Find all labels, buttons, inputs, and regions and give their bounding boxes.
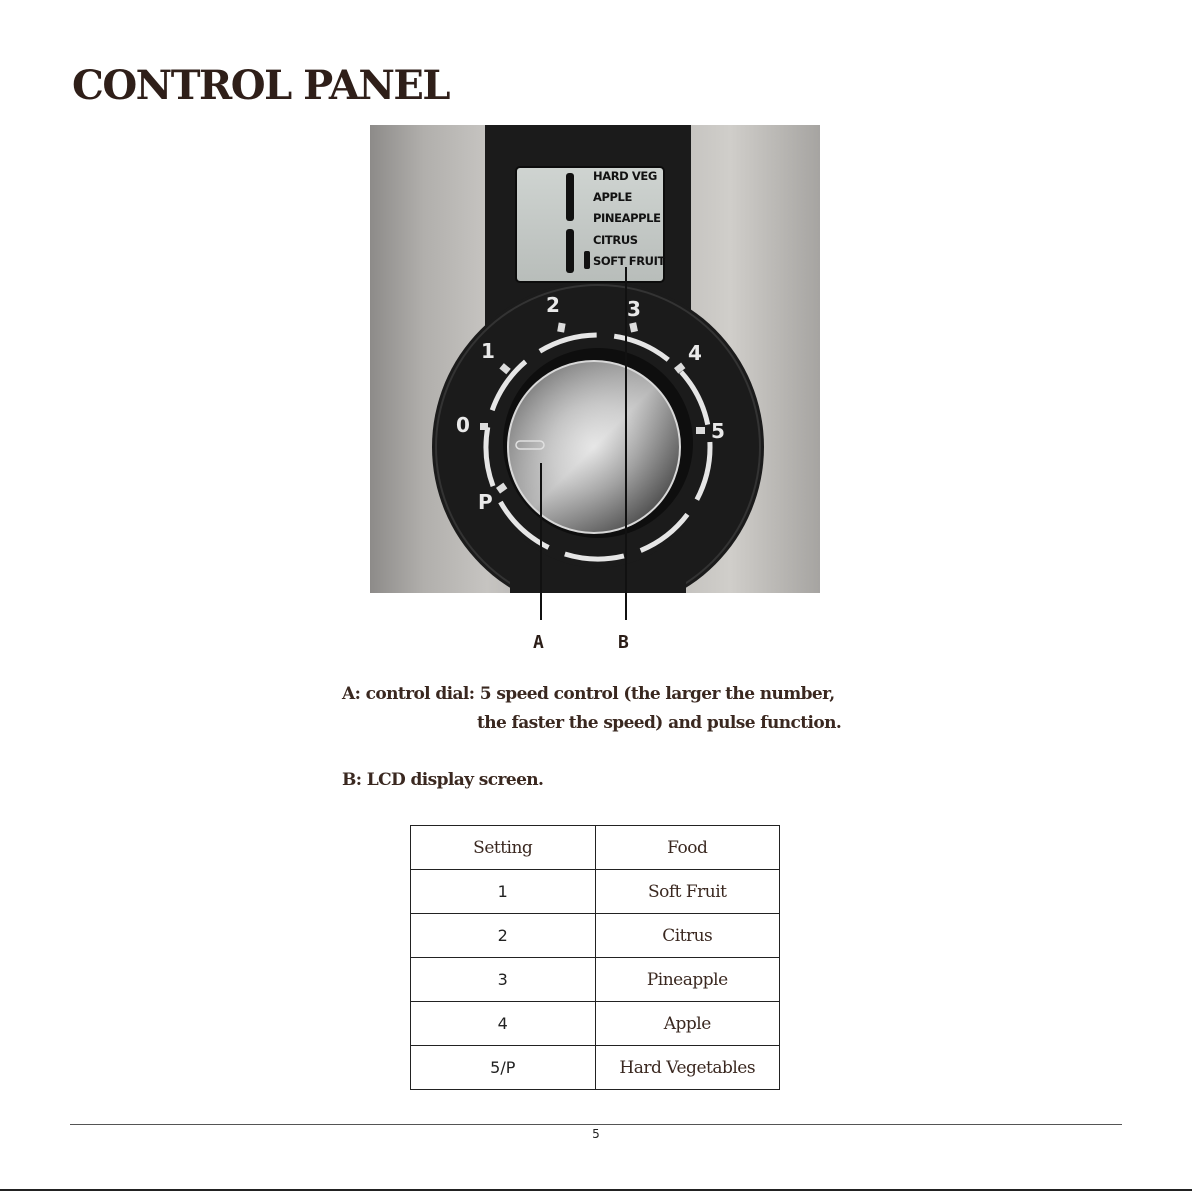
bottom-divider (0, 1189, 1192, 1191)
table-row (411, 1046, 780, 1090)
table-header-food: Food (595, 826, 780, 870)
table-row (411, 870, 780, 914)
food-cell: Apple (595, 1002, 780, 1046)
dial-label-p: P (478, 490, 493, 514)
lcd-speed-digit-segment (566, 173, 574, 221)
setting-cell: 3 (411, 958, 596, 1002)
dial-label-5: 5 (711, 419, 725, 443)
food-cell: Hard Vegetables (595, 1046, 780, 1090)
control-panel-photo (370, 125, 820, 593)
lcd-menu-item: HARD VEG (593, 169, 657, 183)
description-a-line2: the faster the speed) and pulse function. (477, 713, 842, 733)
table-header-row (411, 826, 780, 870)
setting-cell: 4 (411, 1002, 596, 1046)
lcd-speed-digit-segment (566, 229, 574, 273)
setting-cell: 2 (411, 914, 596, 958)
callout-line-b-ext (625, 593, 627, 620)
table-row (411, 958, 780, 1002)
description-a-line1: A: control dial: 5 speed control (the larger the number, (342, 684, 835, 704)
lcd-menu-item: CITRUS (593, 233, 638, 247)
food-cell: Citrus (595, 914, 780, 958)
lcd-menu-item: PINEAPPLE (593, 211, 661, 225)
table-row (411, 1002, 780, 1046)
table-row (411, 914, 780, 958)
callout-label-a: A (533, 632, 544, 653)
food-cell: Pineapple (595, 958, 780, 1002)
callout-line-a-ext (540, 593, 542, 620)
dial-label-2: 2 (546, 293, 560, 317)
dial-label-3: 3 (627, 297, 641, 321)
page-title: CONTROL PANEL (72, 62, 450, 109)
setting-cell: 1 (411, 870, 596, 914)
description-b: B: LCD display screen. (342, 770, 544, 790)
page-number: 5 (592, 1127, 600, 1141)
dial-label-4: 4 (688, 341, 702, 365)
lcd-selection-marker (584, 251, 590, 269)
setting-cell: 5/P (411, 1046, 596, 1090)
callout-label-b: B (618, 632, 629, 653)
lcd-menu-item: SOFT FRUIT (593, 254, 665, 268)
lcd-display (516, 167, 665, 282)
control-dial-knob[interactable] (503, 348, 693, 538)
footer-divider (70, 1124, 1122, 1125)
table-header-setting: Setting (411, 826, 596, 870)
lcd-menu-item: APPLE (593, 190, 632, 204)
food-cell: Soft Fruit (595, 870, 780, 914)
dial-label-1: 1 (481, 339, 495, 363)
dial-label-0: 0 (456, 413, 470, 437)
settings-table (410, 825, 780, 1090)
